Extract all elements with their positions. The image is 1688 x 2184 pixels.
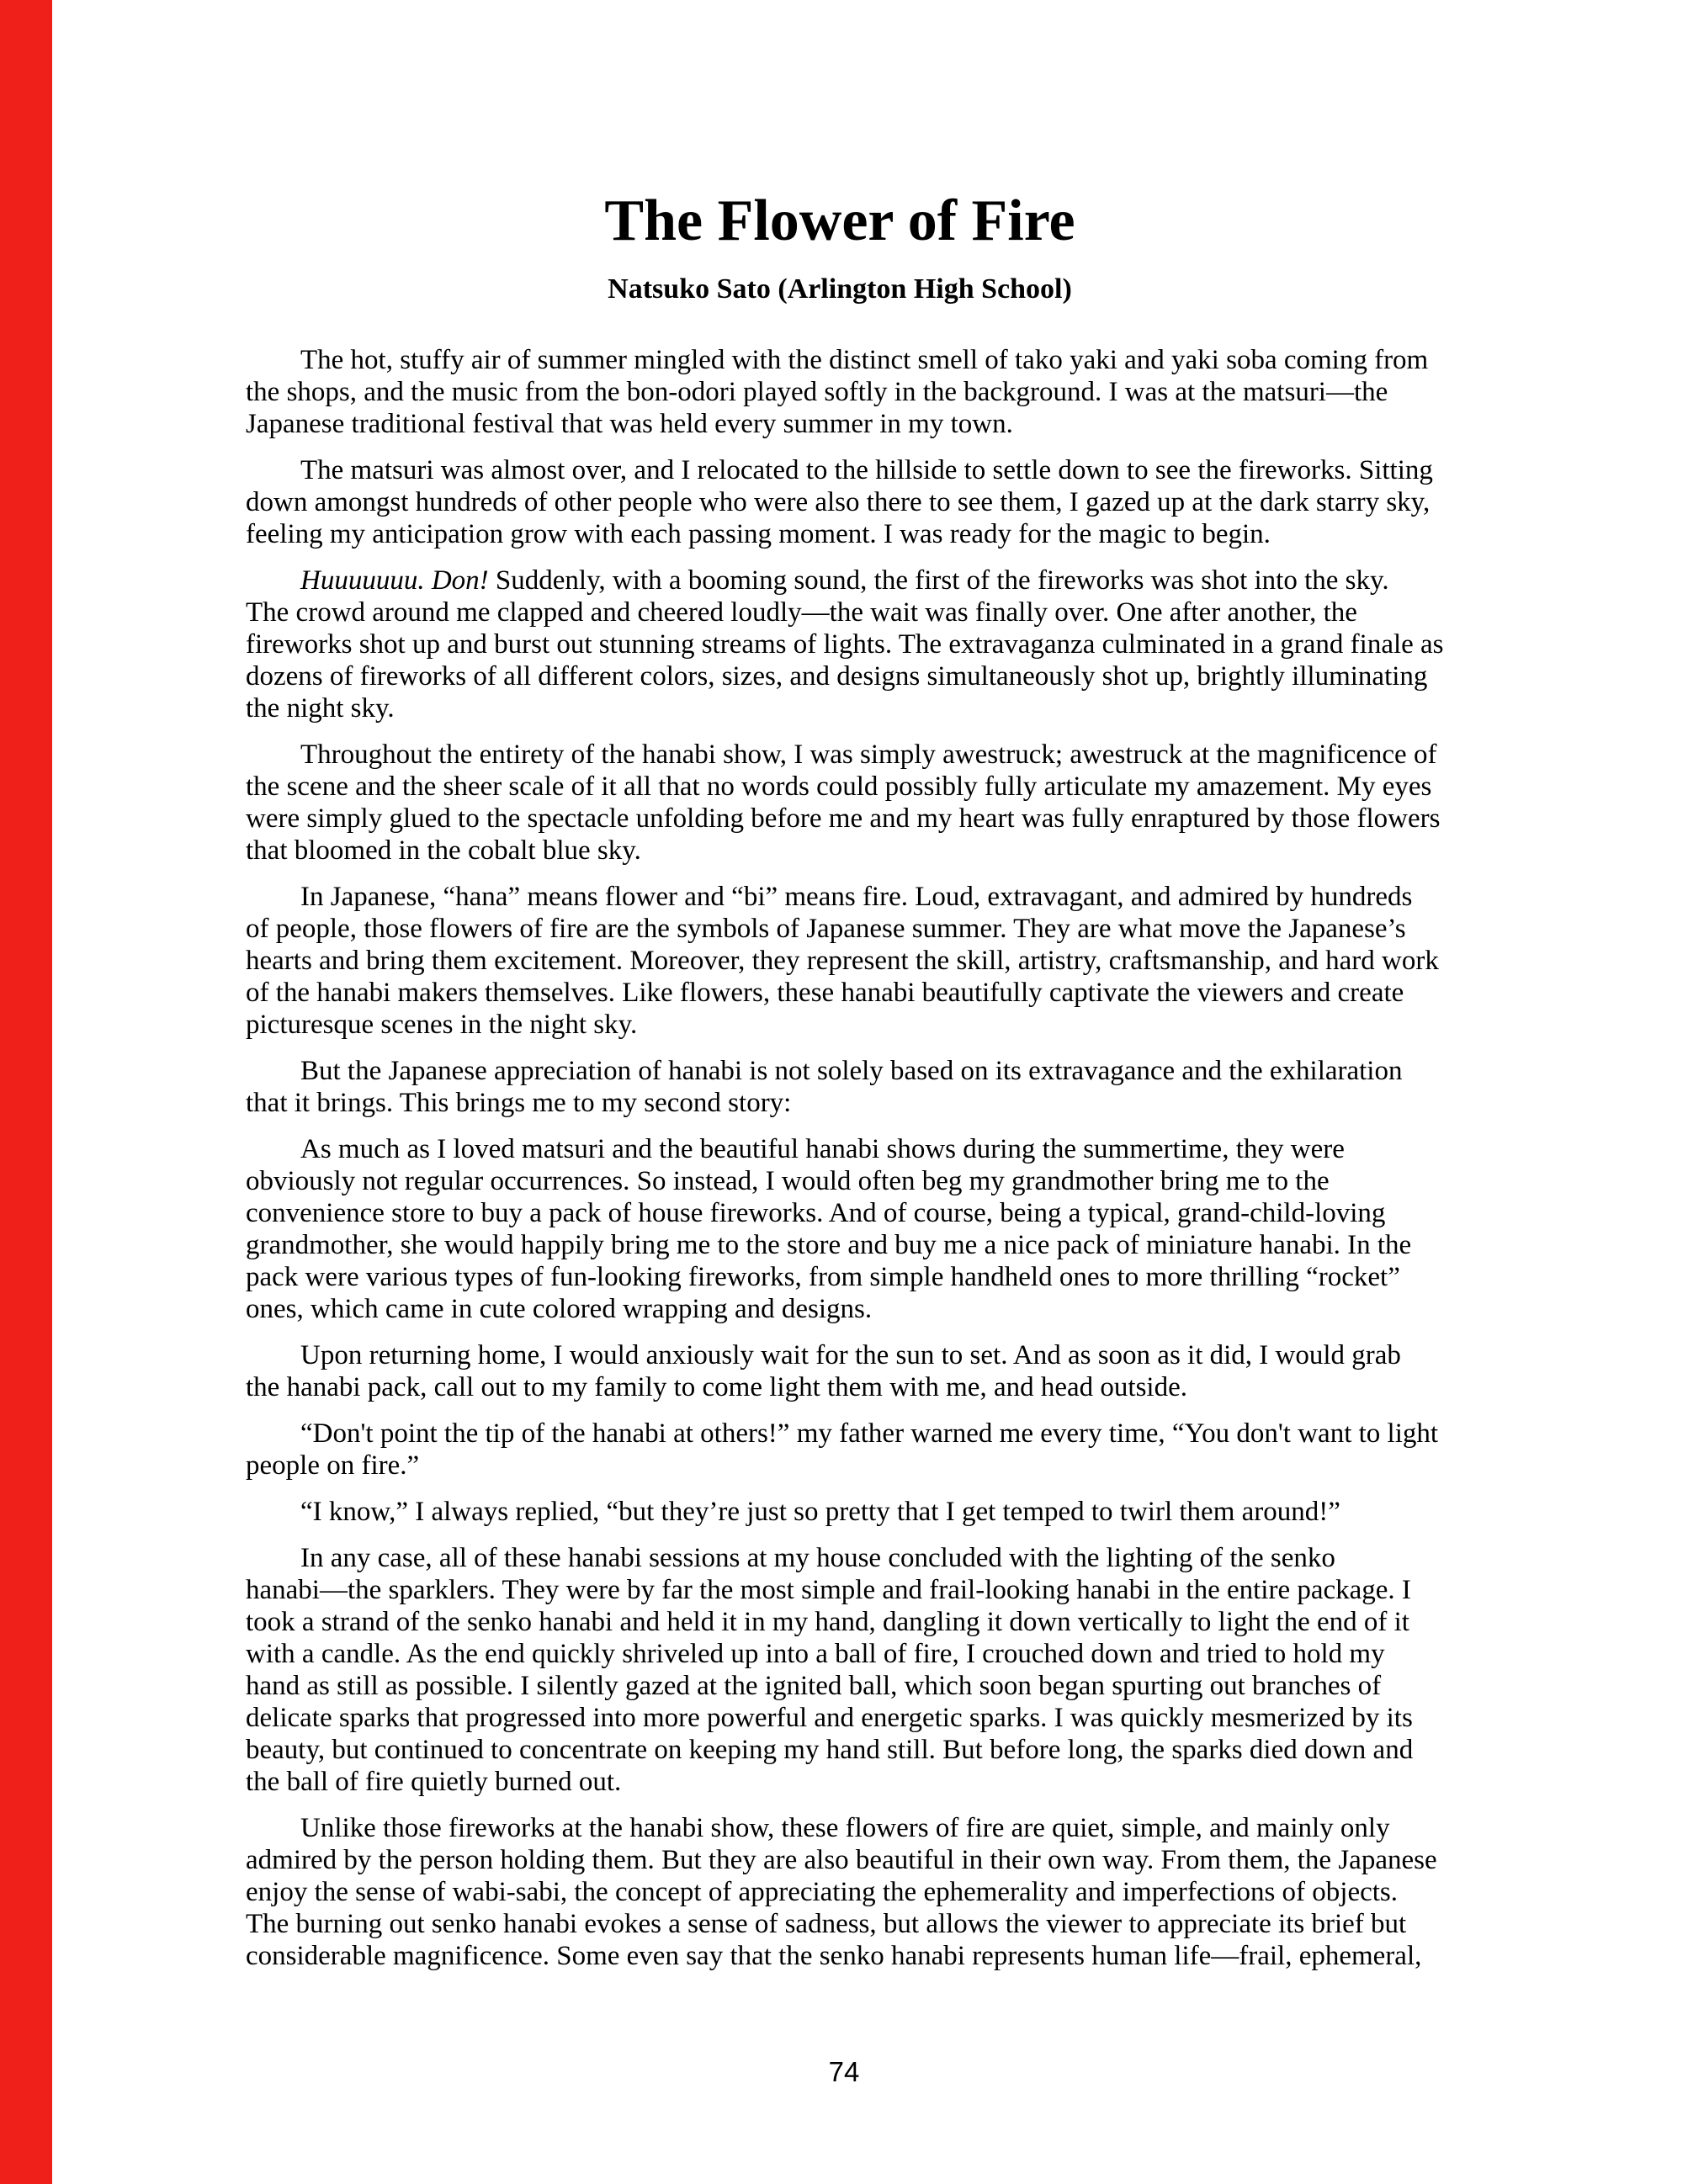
paragraph xyxy=(246,1055,1434,1119)
text-line: The matsuri was almost over, and I relocated to the hillside to settle down to see the fireworks. Sitting xyxy=(300,454,1433,485)
paragraph xyxy=(246,1496,1434,1528)
text-line: hearts and bring them excitement. Moreover, they represent the skill, artistry, craftsmanship, and hard work xyxy=(246,945,1439,976)
text-line: admired by the person holding them. But they are also beautiful in their own way. From them, the Japanese xyxy=(246,1844,1437,1875)
text-line: the scene and the sheer scale of it all that no words could possibly fully articulate my amazement. My eyes xyxy=(246,771,1432,802)
text-line: that it brings. This brings me to my second story: xyxy=(246,1087,792,1118)
text-line: fireworks shot up and burst out stunning streams of lights. The extravaganza culminated in a grand finale as xyxy=(246,628,1444,660)
text-line: feeling my anticipation grow with each passing moment. I was ready for the magic to begin. xyxy=(246,518,1271,549)
paragraph xyxy=(246,344,1434,440)
text-line: Unlike those fireworks at the hanabi show, these flowers of fire are quiet, simple, and mainly only xyxy=(300,1812,1390,1843)
text-line: picturesque scenes in the night sky. xyxy=(246,1009,638,1040)
text-line: the night sky. xyxy=(246,692,395,724)
essay-body xyxy=(246,344,1444,1972)
text-line: beauty, but continued to concentrate on keeping my hand still. But before long, the sparks died down and xyxy=(246,1734,1414,1765)
italic-phrase: Huuuuuuu. Don! xyxy=(300,565,489,596)
essay-content xyxy=(246,0,1444,1986)
text-line: down amongst hundreds of other people who were also there to see them, I gazed up at the dark starry sky, xyxy=(246,486,1431,517)
paragraph xyxy=(246,739,1441,867)
text-line: that bloomed in the cobalt blue sky. xyxy=(246,835,641,866)
text-line: people on fire.” xyxy=(246,1450,420,1481)
essay-title: The Flower of Fire xyxy=(604,188,1075,253)
text-line: “Don't point the tip of the hanabi at others!” my father warned me every time, “You don't want to light xyxy=(300,1418,1439,1449)
page-number: 74 xyxy=(828,2056,860,2087)
text-line: took a strand of the senko hanabi and held it in my hand, dangling it down vertically to light the end of it xyxy=(246,1606,1409,1637)
text-line: hand as still as possible. I silently gazed at the ignited ball, which soon began spurting out branches of xyxy=(246,1670,1382,1701)
paragraph xyxy=(246,1418,1439,1482)
text-line: the shops, and the music from the bon-odori played softly in the background. I was at the matsuri—the xyxy=(246,376,1388,407)
text-line: hanabi—the sparklers. They were by far the most simple and frail-looking hanabi in the entire package. I xyxy=(246,1574,1411,1605)
text-line: the hanabi pack, call out to my family to come light them with me, and head outside. xyxy=(246,1371,1187,1402)
text-line: The burning out senko hanabi evokes a sense of sadness, but allows the viewer to appreciate its brief but xyxy=(246,1908,1407,1939)
text-line: the ball of fire quietly burned out. xyxy=(246,1766,622,1797)
text-line: of people, those flowers of fire are the symbols of Japanese summer. They are what move the Japanese’s xyxy=(246,913,1406,944)
text-line: pack were various types of fun-looking fireworks, from simple handheld ones to more thrilling “rocket” xyxy=(246,1261,1400,1292)
text-line: ones, which came in cute colored wrapping and designs. xyxy=(246,1293,873,1324)
text-line: grandmother, she would happily bring me to the store and buy me a nice pack of miniature hanabi. In the xyxy=(246,1229,1412,1260)
text-line: considerable magnificence. Some even say that the senko hanabi represents human life—frail, ephemeral, xyxy=(246,1940,1422,1971)
text-line: convenience store to buy a pack of house fireworks. And of course, being a typical, grand-child-loving xyxy=(246,1197,1386,1228)
text-line: Upon returning home, I would anxiously wait for the sun to set. And as soon as it did, I would grab xyxy=(300,1339,1401,1370)
paragraph xyxy=(246,1133,1434,1325)
paragraph xyxy=(246,454,1434,550)
text-line: of the hanabi makers themselves. Like flowers, these hanabi beautifully captivate the viewers and create xyxy=(246,977,1404,1008)
text-line: Japanese traditional festival that was held every summer in my town. xyxy=(246,408,1013,439)
text-line: In Japanese, “hana” means flower and “bi” means fire. Loud, extravagant, and admired by hundreds xyxy=(300,881,1413,912)
text-line: The crowd around me clapped and cheered loudly—the wait was finally over. One after another, the xyxy=(246,596,1357,628)
text-line: delicate sparks that progressed into more powerful and energetic sparks. I was quickly mesmerized by its xyxy=(246,1702,1413,1733)
text-line: But the Japanese appreciation of hanabi is not solely based on its extravagance and the exhilaration xyxy=(300,1055,1403,1086)
red-edge-bar xyxy=(0,0,52,2184)
text-line: with a candle. As the end quickly shriveled up into a ball of fire, I crouched down and tried to hold my xyxy=(246,1638,1385,1669)
text-line: were simply glued to the spectacle unfolding before me and my heart was fully enraptured by those flowers xyxy=(246,803,1441,834)
text-line: As much as I loved matsuri and the beautiful hanabi shows during the summertime, they were xyxy=(300,1133,1345,1164)
text-line: Huuuuuuu. Don! Suddenly, with a booming sound, the first of the fireworks was shot into the sky. xyxy=(300,565,1389,596)
text-line: dozens of fireworks of all different colors, sizes, and designs simultaneously shot up, brightly illuminating xyxy=(246,660,1428,692)
paragraph xyxy=(246,1542,1434,1798)
paragraph xyxy=(246,881,1439,1041)
paragraph xyxy=(246,565,1444,724)
text-line: In any case, all of these hanabi sessions at my house concluded with the lighting of the senko xyxy=(300,1542,1335,1573)
text-line: Throughout the entirety of the hanabi show, I was simply awestruck; awestruck at the magnificence of xyxy=(300,739,1437,770)
text-line: “I know,” I always replied, “but they’re just so pretty that I get temped to twirl them around!” xyxy=(300,1496,1340,1527)
paragraph xyxy=(246,1812,1437,1972)
text-line: The hot, stuffy air of summer mingled with the distinct smell of tako yaki and yaki soba coming from xyxy=(300,344,1429,375)
essay-author: Natsuko Sato (Arlington High School) xyxy=(608,273,1072,305)
text-line: enjoy the sense of wabi-sabi, the concept of appreciating the ephemerality and imperfections of objects. xyxy=(246,1876,1399,1907)
text-line: obviously not regular occurrences. So instead, I would often beg my grandmother bring me to the xyxy=(246,1165,1330,1196)
paragraph xyxy=(246,1339,1434,1403)
